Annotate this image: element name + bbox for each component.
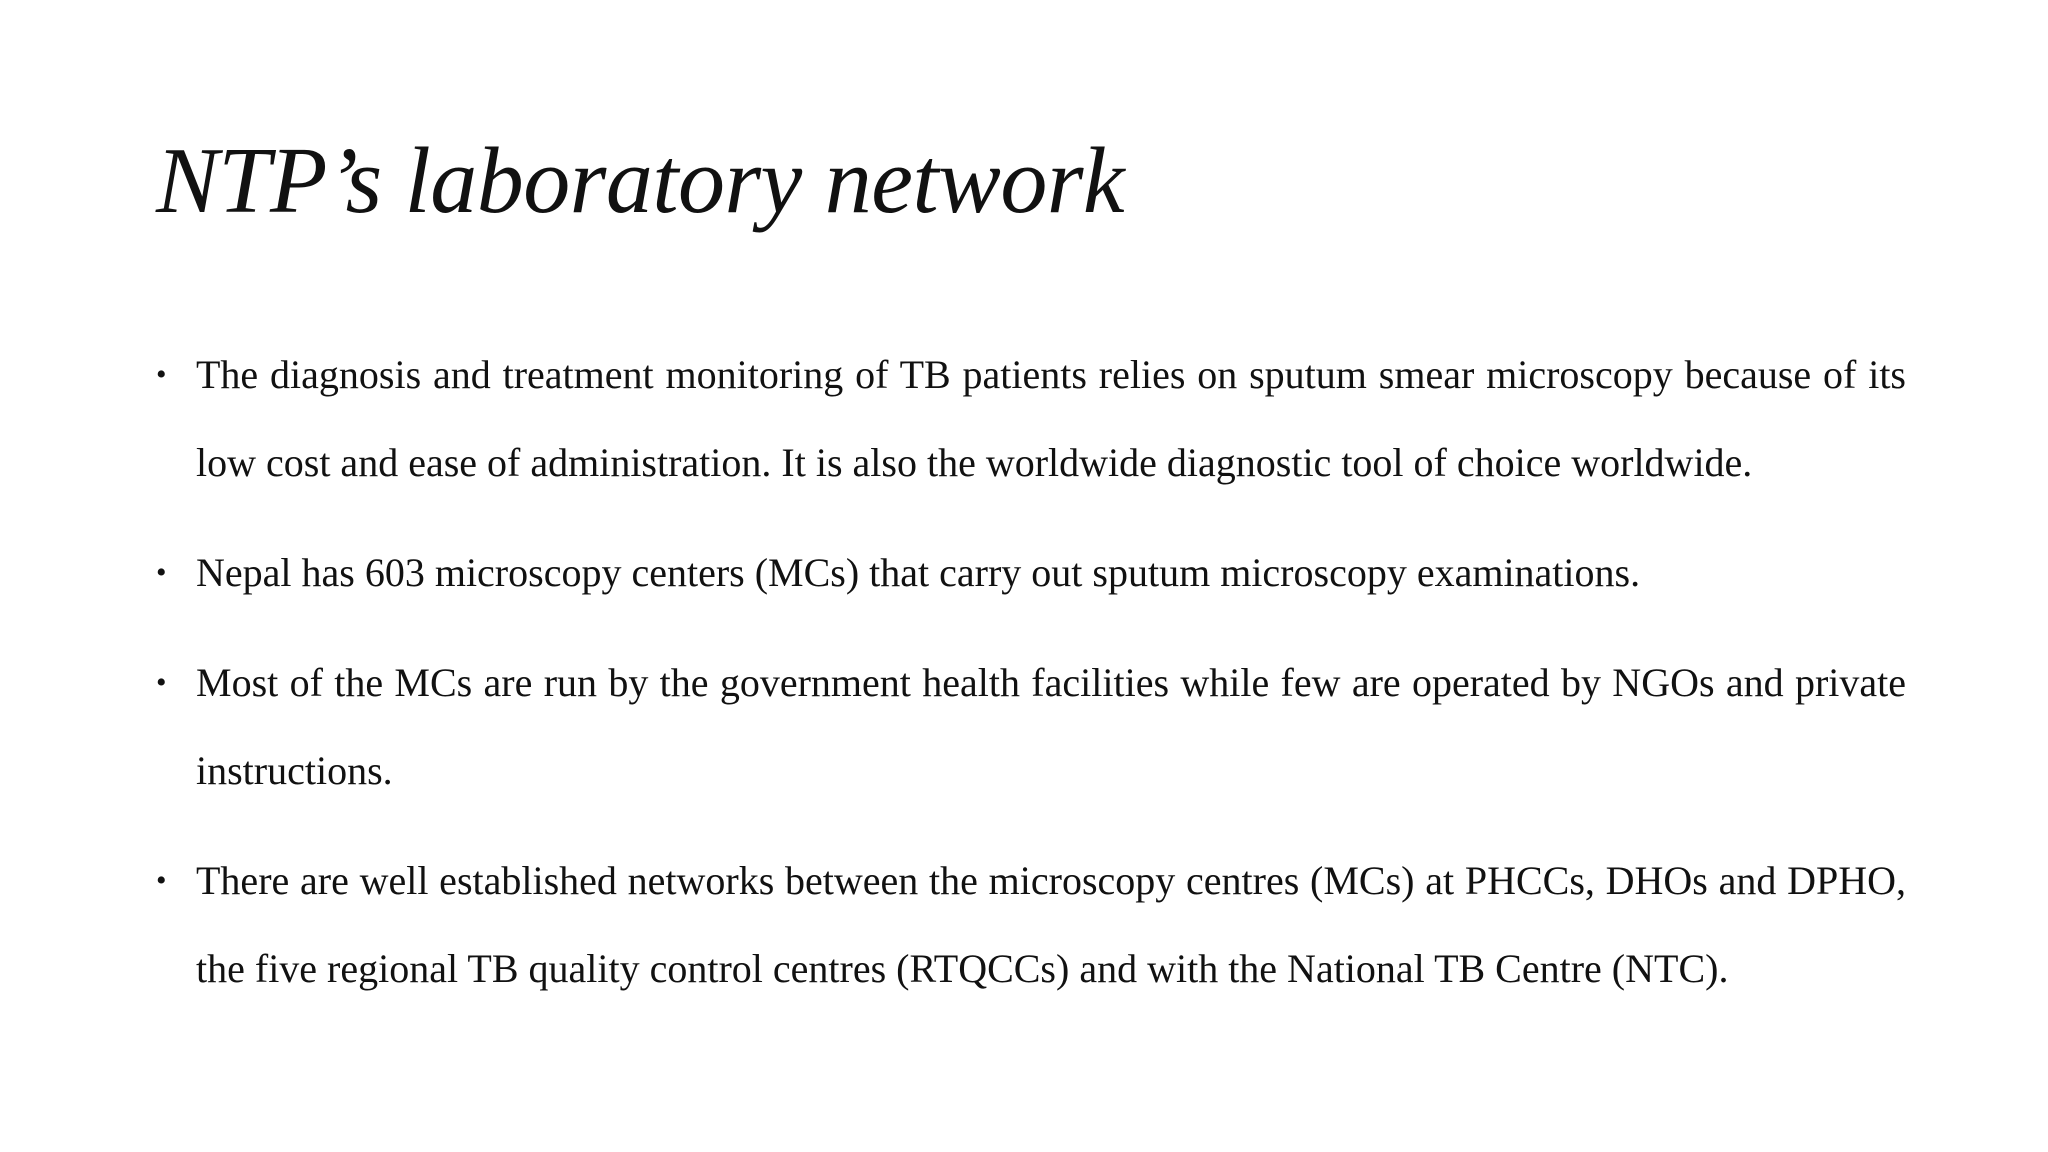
bullet-item	[156, 837, 1906, 1013]
bullet-text: The diagnosis and treatment monitoring of TB patients relies on sputum smear microscopy because of its low cost and ease of administration. It is also the worldwide diagnostic tool of choice worldwide.	[196, 352, 1906, 485]
bullet-marker: •	[156, 666, 167, 699]
bullet-marker: •	[156, 864, 167, 897]
bullet-list	[156, 331, 1906, 1035]
bullet-marker: •	[156, 556, 167, 589]
bullet-item	[156, 639, 1906, 815]
bullet-text: There are well established networks between the microscopy centres (MCs) at PHCCs, DHOs and DPHO, the five regional TB quality control centres (RTQCCs) and with the National TB Centre (NTC).	[196, 858, 1906, 991]
bullet-text: Most of the MCs are run by the government health facilities while few are operated by NGOs and private instructions.	[196, 660, 1906, 793]
bullet-item	[156, 529, 1906, 617]
slide-title: NTP’s laboratory network	[156, 129, 1125, 233]
bullet-item	[156, 331, 1906, 507]
bullet-marker: •	[156, 358, 167, 391]
bullet-text: Nepal has 603 microscopy centers (MCs) that carry out sputum microscopy examinations.	[196, 550, 1641, 595]
